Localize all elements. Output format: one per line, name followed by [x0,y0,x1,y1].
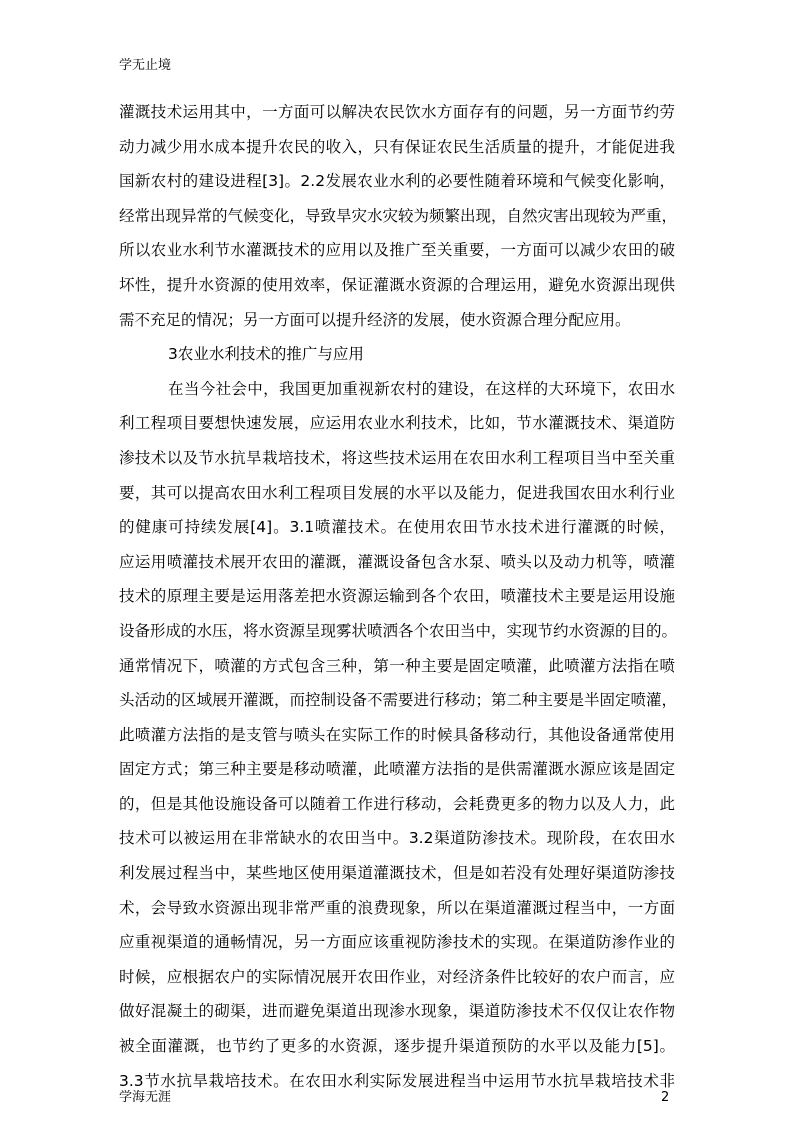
document-body [119,95,678,1098]
body-line: 技术可以被运用在非常缺水的农田当中。3.2渠道防渗技术。现阶段，在农田水 [119,829,675,848]
body-line: 所以农业水利节水灌溉技术的应用以及推广至关重要，一方面可以减少农田的破 [119,241,675,260]
page-footer: 学海无涯 [119,1090,172,1105]
body-line: 3.3节水抗旱栽培技术。在农田水利实际发展进程当中运用节水抗旱栽培技术非 [119,1071,675,1090]
body-line: 做好混凝土的砌渠，进而避免渠道出现渗水现象，渠道防渗技术不仅仅让农作物 [119,1002,675,1021]
body-line: 被全面灌溉，也节约了更多的水资源，逐步提升渠道预防的水平以及能力[5]。 [119,1037,675,1056]
body-line: 在当今社会中，我国更加重视新农村的建设，在这样的大环境下，农田水 [168,379,675,398]
body-line: 应运用喷灌技术展开农田的灌溉，灌溉设备包含水泵、喷头以及动力机等，喷灌 [119,552,675,571]
body-line: 此喷灌方法指的是支管与喷头在实际工作的时候具备移动行，其他设备通常使用 [119,725,675,744]
body-line: 经常出现异常的气候变化，导致旱灾水灾较为频繁出现，自然灾害出现较为严重， [119,206,678,225]
body-line: 技术的原理主要是运用落差把水资源运输到各个农田，喷灌技术主要是运用设施 [119,587,675,606]
body-line: 时候，应根据农户的实际情况展开农田作业，对经济条件比较好的农户而言，应 [119,967,675,986]
body-line: 灌溉技术运用其中，一方面可以解决农民饮水方面存有的问题，另一方面节约劳 [119,103,675,121]
body-line: 的，但是其他设施设备可以随着工作进行移动，会耗费更多的物力以及人力，此 [119,794,675,813]
page-number: 2 [661,1090,670,1105]
body-line: 术，会导致水资源出现非常严重的浪费现象，所以在渠道灌溉过程当中，一方面 [119,898,675,917]
body-line: 利工程项目要想快速发展，应运用农业水利技术，比如，节水灌溉技术、渠道防 [119,414,675,433]
body-line: 动力减少用水成本提升农民的收入，只有保证农民生活质量的提升，才能促进我 [119,137,675,156]
body-line: 设备形成的水压，将水资源呈现雾状喷洒各个农田当中，实现节约水资源的目的。 [119,621,678,640]
body-line: 固定方式；第三种主要是移动喷灌，此喷灌方法指的是供需灌溉水源应该是固定 [119,760,675,779]
section-heading: 3农业水利技术的推广与应用 [168,345,364,364]
page-header: 学无止境 [119,58,172,73]
body-line: 要，其可以提高农田水利工程项目发展的水平以及能力，促进我国农田水利行业 [119,483,675,502]
body-line: 应重视渠道的通畅情况，另一方面应该重视防渗技术的实现。在渠道防渗作业的 [119,933,675,952]
body-line: 国新农村的建设进程[3]。2.2发展农业水利的必要性随着环境和气候变化影响， [119,172,675,191]
body-line: 通常情况下，喷灌的方式包含三种，第一种主要是固定喷灌，此喷灌方法指在喷 [119,656,675,675]
body-line: 坏性，提升水资源的使用效率，保证灌溉水资源的合理运用，避免水资源出现供 [119,275,675,294]
body-line: 利发展过程当中，某些地区使用渠道灌溉技术，但是如若没有处理好渠道防渗技 [119,864,675,883]
body-line: 头活动的区域展开灌溉，而控制设备不需要进行移动；第二种主要是半固定喷灌， [119,691,678,710]
body-line: 的健康可持续发展[4]。3.1喷灌技术。在使用农田节水技术进行灌溉的时候， [119,518,675,537]
body-line: 渗技术以及节水抗旱栽培技术，将这些技术运用在农田水利工程项目当中至关重 [119,448,675,467]
body-line: 需不充足的情况；另一方面可以提升经济的发展，使水资源合理分配应用。 [119,310,631,329]
